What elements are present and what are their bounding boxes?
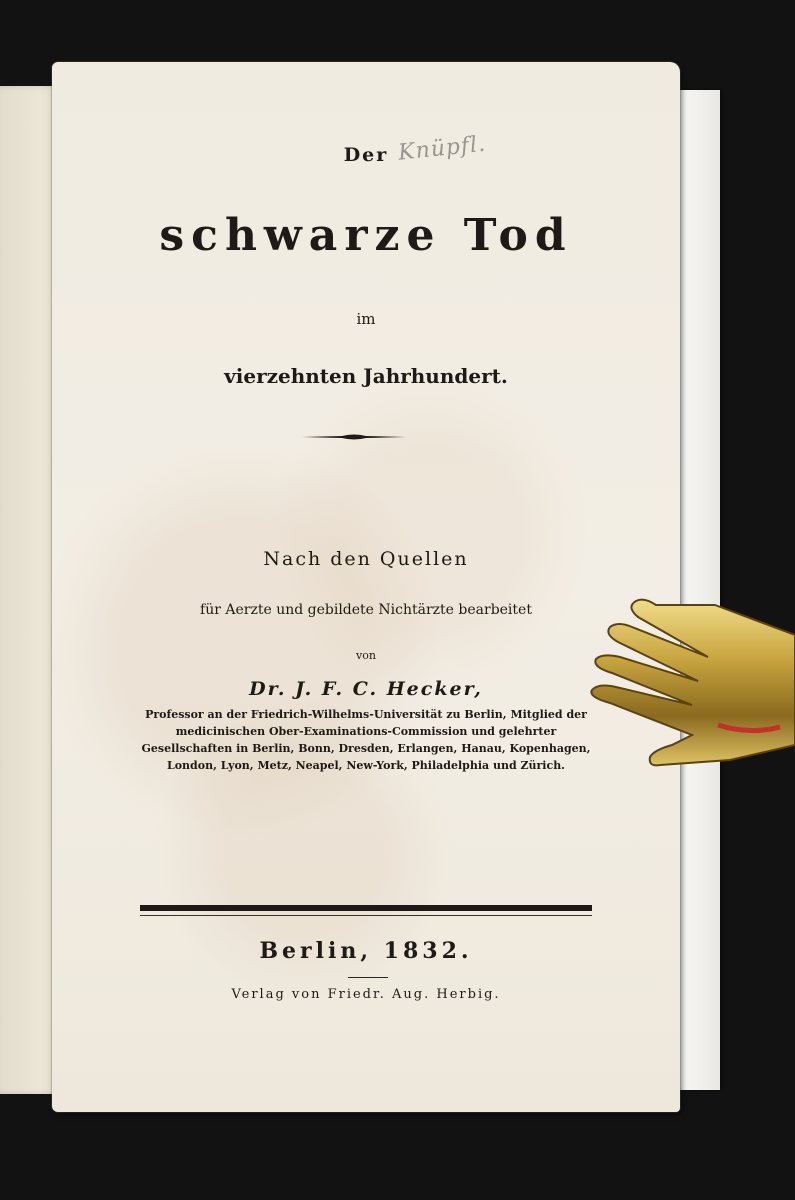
pencil-annotation: Knüpfl.	[397, 131, 488, 166]
ornamental-rule	[302, 432, 406, 442]
thin-rule	[140, 915, 592, 916]
title-page	[52, 62, 680, 1112]
audience-line: für Aerzte und gebildete Nichtärzte bearbeitet	[200, 602, 532, 618]
main-title: schwarze Tod	[159, 210, 573, 261]
title-line-im: im	[356, 310, 376, 328]
title-line-century: vierzehnten Jahrhundert.	[224, 364, 508, 388]
short-rule	[348, 977, 388, 978]
publisher-line: Verlag von Friedr. Aug. Herbig.	[231, 987, 501, 1002]
author-credentials: Professor an der Friedrich-Wilhelms-Universität zu Berlin, Mitglied der medicinischen Ober-Examinations-Commission und gelehrter Gesellschaften in Berlin, Bonn, Dresden, Erlangen, Hanau, Kopenhagen, London, Lyon, Metz, Neapel, New-York, Philadelphia und Zürich.	[141, 708, 591, 772]
author-name: Dr. J. F. C. Hecker,	[249, 678, 483, 700]
thick-rule	[140, 905, 592, 911]
subtitle: Nach den Quellen	[263, 548, 469, 570]
brass-hand-bookmark	[580, 595, 795, 775]
place-and-year: Berlin, 1832.	[259, 938, 473, 964]
title-line-der: Der	[343, 144, 389, 166]
by-line: von	[356, 649, 376, 662]
